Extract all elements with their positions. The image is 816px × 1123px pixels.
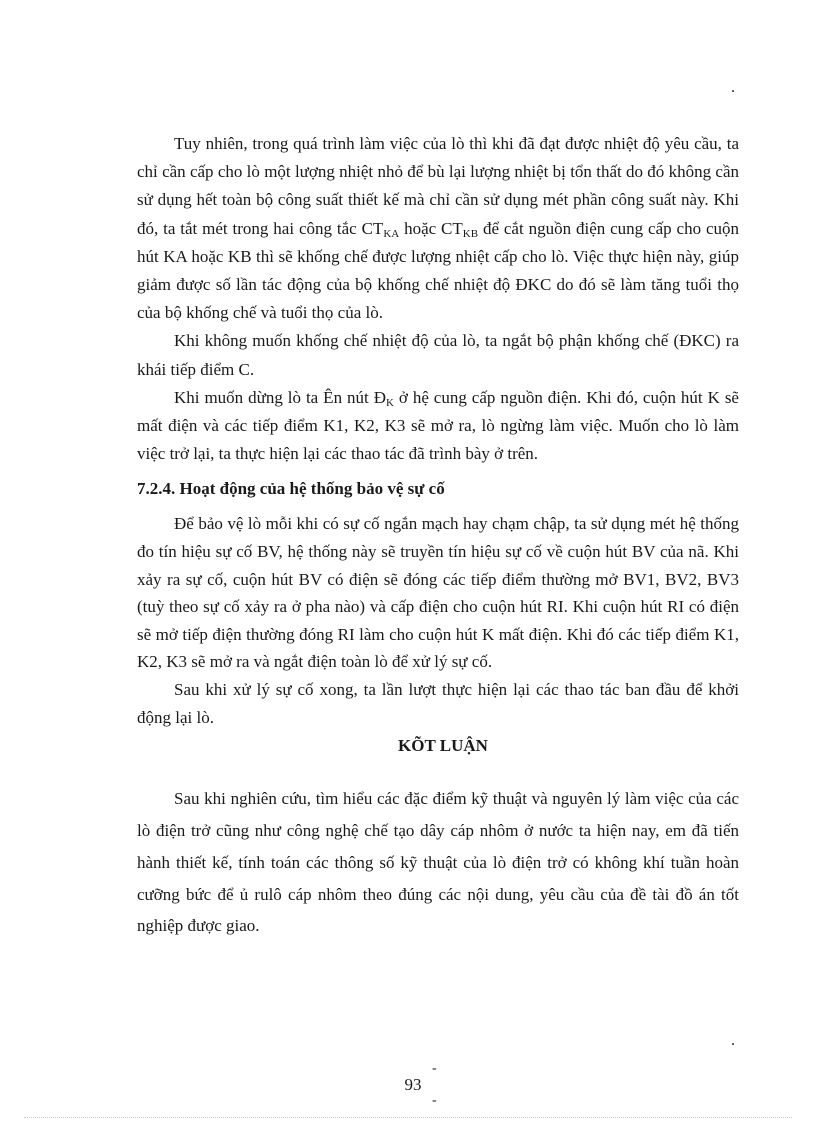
subscript-kb: KB [462,227,479,240]
paragraph-5: Sau khi xử lý sự cố xong, ta lần lượt thực hiện lại các thao tác ban đầu để khởi động lại lò. [137,680,739,727]
conclusion-title: KÕT LUẬN [398,736,488,756]
section-heading: 7.2.4. Hoạt động của hệ thống bảo vệ sự cố [137,479,445,499]
page-bottom-rule [24,1117,792,1118]
footer-dash-bottom: - [432,1093,437,1108]
page-number: 93 [404,1075,422,1094]
page-body [137,130,739,942]
paragraph-1-text-c: để cắt nguồn điện cung cấp cho cuộn hút KA hoặc KB thì sẽ khống chế được lượng nhiệt cấp cho lò. Việc thực hiện này, giúp giảm được số lần tác động của bộ khống chế nhiệt độ ĐKC do đó sẽ làm tăng tuổi thọ của bộ khống chế và tuổi thọ của lò. [137,218,739,323]
conclusion-paragraph: Sau khi nghiên cứu, tìm hiểu các đặc điểm kỹ thuật và nguyên lý làm việc của các lò điện trở cũng như công nghệ chế tạo dây cáp nhôm ở nước ta hiện nay, em đã tiến hành thiết kế, tính toán các thông số kỹ thuật của lò điện trở có không khí tuần hoàn cưỡng bức để ủ rulô cáp nhôm theo đúng các nội dung, yêu cầu của đề tài đồ án tốt nghiệp được giao. [137,789,739,936]
footer-dash-top: - [432,1061,437,1076]
subscript-ka: KA [383,227,400,240]
paragraph-1-text-b: hoặc CT [399,218,463,238]
paragraph-3-text-a: Khi muốn dừng lò ta Ên nút Đ [174,387,386,407]
bottom-dot-mark: . [731,1032,735,1049]
paragraph-1-text-a: Tuy nhiên, trong quá trình làm việc của lò thì khi đã đạt được nhiệt độ yêu cầu, ta chỉ cần cấp cho lò một lượng nhiệt nhỏ để bù lại lượng nhiệt bị tổn thất do đó không cần sử dụng hết toàn bộ công suất thiết kế mà chỉ cần sử dụng mét phần công suất này. Khi đó, ta tắt mét trong hai công tắc CT [137,134,739,238]
paragraph-1 [137,130,739,327]
top-dot-mark: . [731,79,735,96]
paragraph-3-text-b: ở hệ cung cấp nguồn điện. Khi đó, cuộn hút K sẽ mất điện và các tiếp điểm K1, K2, K3 sẽ mở ra, lò ngừng làm việc. Muốn cho lò làm việc trở lại, ta thực hiện lại các thao tác đã trình bày ở trên. [137,387,739,464]
paragraph-2: Khi không muốn khống chế nhiệt độ của lò, ta ngắt bộ phận khống chế (ĐKC) ra khái tiếp điểm C. [137,331,739,379]
subscript-k: K [385,396,394,409]
paragraph-4: Để bảo vệ lò mỗi khi có sự cố ngắn mạch hay chạm chập, ta sử dụng mét hệ thống đo tín hiệu sự cố BV, hệ thống này sẽ truyền tín hiệu sự cố về cuộn hút BV của nã. Khi xảy ra sự cố, cuộn hút BV có điện sẽ đóng các tiếp điểm thường mở BV1, BV2, BV3 (tuỳ theo sự cố xảy ra ở pha nào) và cấp điện cho cuộn hút RI. Khi cuộn hút RI có điện sẽ mở tiếp điện thường đóng RI làm cho cuộn hút K mất điện. Khi đó các tiếp điểm K1, K2, K3 sẽ mở ra và ngắt điện toàn lò để xử lý sự cố. [137,514,739,672]
paragraph-3 [137,384,739,469]
